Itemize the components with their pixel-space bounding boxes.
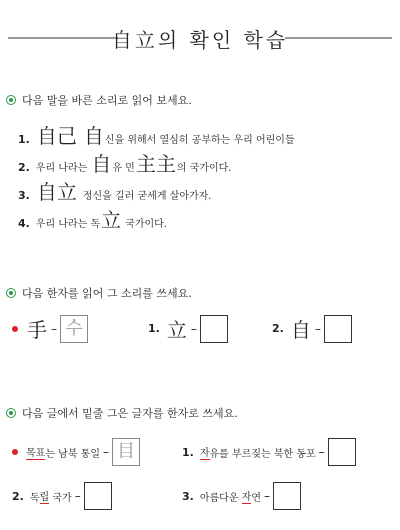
- item-number: 4.: [18, 217, 30, 230]
- section1-item-2: [18, 148, 232, 177]
- dash: –: [51, 321, 57, 336]
- section2-question-1: [148, 314, 228, 343]
- underlined-text: 목표: [26, 444, 45, 460]
- section3-instruction: 다음 글에서 밑줄 그은 글자를 한자로 쓰세요.: [22, 407, 238, 420]
- dash: –: [264, 489, 271, 503]
- example-answer-box: 目: [112, 438, 140, 466]
- section2-question-2: [272, 314, 352, 343]
- hanja-word: 自立: [36, 180, 77, 204]
- item-text: 우리 나라는 독: [35, 219, 101, 230]
- example-answer-box: 수: [60, 315, 88, 343]
- hanja-character: 手: [27, 318, 47, 342]
- answer-box[interactable]: [84, 482, 112, 510]
- item-number: 2.: [18, 161, 30, 174]
- item-text: 우리 나라는: [35, 163, 88, 174]
- dash: –: [103, 445, 109, 459]
- item-number: 3.: [182, 489, 194, 503]
- section3-question-2: [12, 482, 112, 510]
- underlined-text: 자: [242, 488, 252, 504]
- section1-item-4: [18, 204, 167, 233]
- hanja-character: 立: [166, 318, 187, 342]
- answer-box[interactable]: [200, 315, 228, 343]
- circle-bullet-icon: [6, 288, 16, 298]
- item-text: 아름다운: [199, 492, 242, 504]
- answer-box[interactable]: [273, 482, 301, 510]
- item-text: 유를 부르짖는 북한 동포: [209, 448, 316, 460]
- section3-example: [12, 438, 140, 466]
- item-number: 1.: [148, 322, 160, 335]
- section1-instruction: 다음 말을 바른 소리로 읽어 보세요.: [22, 94, 192, 107]
- item-text: 는 남북 통일: [45, 448, 100, 460]
- section3-heading: [6, 405, 238, 421]
- section2-heading: [6, 285, 192, 301]
- section3-question-3: [182, 482, 301, 510]
- hanja-word: 自: [91, 152, 112, 176]
- item-text: 연: [251, 492, 262, 504]
- item-text: 신을 위해서 열심히 공부하는 우리 어린이들: [104, 135, 295, 146]
- section2-instruction: 다음 한자를 읽어 그 소리를 쓰세요.: [22, 287, 192, 300]
- dash: –: [318, 445, 325, 459]
- item-number: 3.: [18, 189, 30, 202]
- item-number: 1.: [18, 133, 30, 146]
- item-number: 2.: [12, 489, 24, 503]
- item-text: 독: [29, 492, 40, 504]
- hanja-word: 立: [101, 208, 122, 232]
- item-text: 유 민: [112, 163, 135, 174]
- dash: –: [190, 321, 197, 336]
- dash: –: [314, 321, 321, 336]
- section1-item-3: [18, 176, 211, 205]
- item-text: 의 국가이다.: [176, 163, 232, 174]
- hanja-word: 自: [83, 124, 104, 148]
- hanja-character: 自: [290, 318, 311, 342]
- item-text: 국가이다.: [125, 219, 167, 230]
- page-title: 自立의 확인 학습: [111, 28, 289, 52]
- answer-box[interactable]: [324, 315, 352, 343]
- red-dot-icon: [12, 326, 18, 332]
- item-number: 2.: [272, 322, 284, 335]
- dash: –: [74, 489, 81, 503]
- circle-bullet-icon: [6, 95, 16, 105]
- item-text: 국가: [49, 492, 72, 504]
- section2-example: [12, 314, 88, 343]
- section1-heading: [6, 92, 192, 108]
- underlined-text: 립: [40, 488, 50, 504]
- section3-question-1: [182, 438, 356, 466]
- hanja-word: 自己: [36, 124, 77, 148]
- section1-item-1: [18, 120, 295, 149]
- circle-bullet-icon: [6, 408, 16, 418]
- red-dot-icon: [12, 449, 18, 455]
- answer-box[interactable]: [328, 438, 356, 466]
- item-number: 1.: [182, 445, 194, 459]
- underlined-text: 자: [200, 444, 210, 460]
- hanja-word: 主主: [135, 152, 176, 176]
- item-text: 정신을 길러 굳세게 살아가자.: [82, 191, 212, 202]
